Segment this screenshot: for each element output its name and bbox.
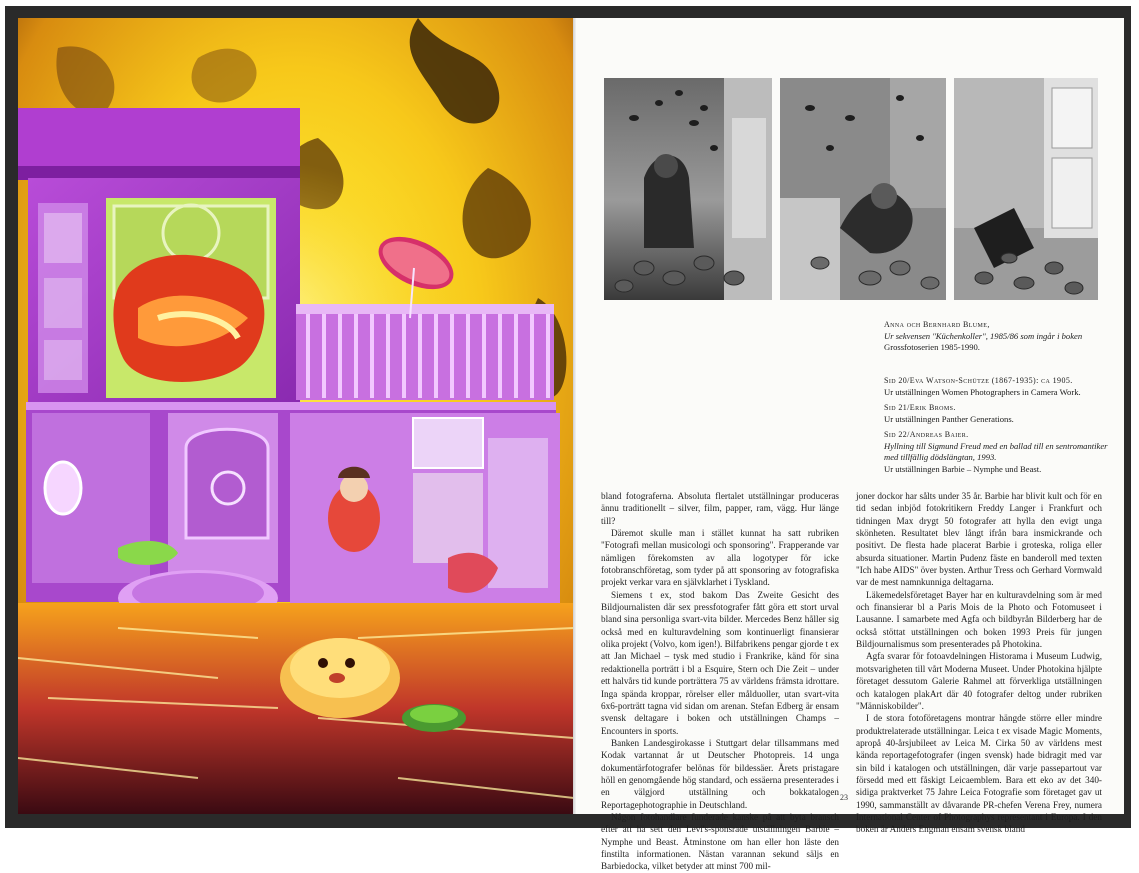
bw-photo-2 xyxy=(780,78,946,300)
caption-baier xyxy=(884,429,1116,475)
caption-line: med tillfällig dödslängtan, 1993. xyxy=(884,452,997,463)
caption-name: Sid 21/Erik Broms. xyxy=(884,403,956,412)
caption-name: Sid 20/Eva Watson-Schütze (1867-1935): ca 1905. xyxy=(884,376,1073,385)
bw-photo-3 xyxy=(954,78,1098,300)
paragraph: Agfa svarar för fotoavdelningen Historama i Museum Ludwig, motsvarigheten till vårt Moderna Museet. Under Photokina hjälpte företaget dessutom Galerie Rahmel att förverkliga utställningen och katalogen plakArt där 40 fotografer deltog under rubriken "Människobilder". xyxy=(856,651,1102,711)
paragraph: Siemens t ex, stod bakom Das Zweite Gesicht des Bildjournalisten där sex pressfotografer fått göra ett stort urval bland sina personliga svart-vita bilder. Mercedes Benz håller sig också med en kulturavdelning som kontinuerligt finansierar olika projekt (Volvo, kom igen!). Bilfabrikens pengar gjorde t ex att Jan Michael – tysk med studio i Frankrike, känd för sina redaktionella porträtt i bl a Esquire, Stern och Die Zeit – under ett halvårs tid kunde porträttera 75 av världens främsta idrottare. Inga spända kroppar, rörelser eller målduoller, utan svart-vita 6x6-porträtt tagna vid sidan om arenan. Stefan Edberg är ensam svensk deltagare i boken och utställningen Champs – Encounters in sports. xyxy=(601,589,839,736)
caption-name: Anna och Bernhard Blume, xyxy=(884,320,990,329)
caption-name: Sid 22/Andreas Baier. xyxy=(884,430,969,439)
paragraph: bland fotograferna. Absoluta flertalet utställningar produceras ännu traditionellt – silver, film, papper, ram, vägg. Hur länge till? xyxy=(601,491,839,526)
paragraph: Banken Landesgirokasse i Stuttgart delar tillsammans med Kodak vartannat år ut Deutscher Photopreis. 14 unga dokumentärfotografer belönas för bildessäer. Årets pristagare höll en genomgående hög standard, och essäerna presenterades i en välgjord utställning och bokkatalogen Reportagephotographie in Deutschland. xyxy=(601,737,839,810)
paragraph: Läkemedelsföretaget Bayer har en kulturavdelning som är med och finansierar bl a Paris Mois de la Photo och Fotomuseet i Lausanne. I samarbete med Agfa och bildbyrån Bilderberg har de också stöttat utställningen och boken 1993 Preis für jungen Bildjournalismus som presenterades på Photokina. xyxy=(856,589,1102,650)
paragraph: Någon fotohandlare funderade kanske på att byta bransch efter att ha sett den Levi's-sponsrade utställningen Barbie – Nymphe und Beast. Åtminstone om han eller hon läste den finstilta informationen. Nästan varannan sekund säljs en Barbiedocka, vilket betyder att minst 700 mil- xyxy=(601,811,839,872)
barbie-dollhouse-photo xyxy=(18,18,574,814)
caption-line: Ur sekvensen "Küchenkoller", 1985/86 som ingår i boken xyxy=(884,330,1083,341)
caption-line: Ur utställningen Panther Generations. xyxy=(884,413,1014,424)
bw-photo-1 xyxy=(604,78,772,300)
caption-line: Hyllning till Sigmund Freud med en ballad till en sentromantiker xyxy=(884,440,1108,451)
caption-line: Ur utställningen Barbie – Nymphe und Beast. xyxy=(884,463,1042,474)
paragraph: Däremot skulle man i stället kunnat ha satt rubriken "Fotografi mellan musicologi och sponsoring". Frapperande var nämligen förekomsten av alla logotyper för icke fotobranschföretag, som tyder på att sponsoring av fotografiska projekt verkar vara en självklarhet i Tyskland. xyxy=(601,528,839,588)
caption-line: Grossfotoserien 1985-1990. xyxy=(884,342,980,353)
left-page-photo xyxy=(18,18,574,814)
page-number: 23 xyxy=(840,793,848,802)
body-column-left xyxy=(601,490,839,873)
caption-line: Ur utställningen Women Photographers in Camera Work. xyxy=(884,386,1081,397)
caption-watson-schutze xyxy=(884,375,1116,398)
right-page xyxy=(576,18,1124,872)
body-column-right xyxy=(856,490,1102,836)
paragraph: I de stora fotoföretagens montrar hängde större eller mindre produktrelaterade utställningar. Leica t ex visade Magic Moments, apropå 40-årsjubileet av Leica M. Cirka 50 av världens mest kända reportagefotografer (ingen svensk) hade bidragit med var sin bild i katalogen och utställningen, där varje passepartout var försedd med ett fåskigt Leicaemblem. Bara ett eko av det 340-sidiga praktverket 75 Jahre Leica Fotografie som företaget gav ut 1990, sammanställt av dåvarande PR-chefen Verena Frey, numera International Center of Photographys representant i Europa. I den boken är Anders Engman ensam svensk bland xyxy=(856,713,1102,835)
caption-blume xyxy=(884,319,1116,354)
paragraph: joner dockor har sålts under 35 år. Barbie har blivit kult och för en tid sedan inbjöd fotokritikern Freddy Langer i Frankfurt och tidningen Max drygt 50 fotografer att hylla den evigt unga skönheten. Resultatet blev långt ifrån bara insmickrande och positivt. De flesta hade placerat Barbie i groteska, roliga eller absurda situationer. Martin Pudenz fäste en banderoll med texten "Ich habe AIDS" över bysten. Arthur Tress och Gerhard Vormwald var de mest namnkunniga deltagarna. xyxy=(856,491,1102,588)
caption-broms xyxy=(884,402,1116,425)
